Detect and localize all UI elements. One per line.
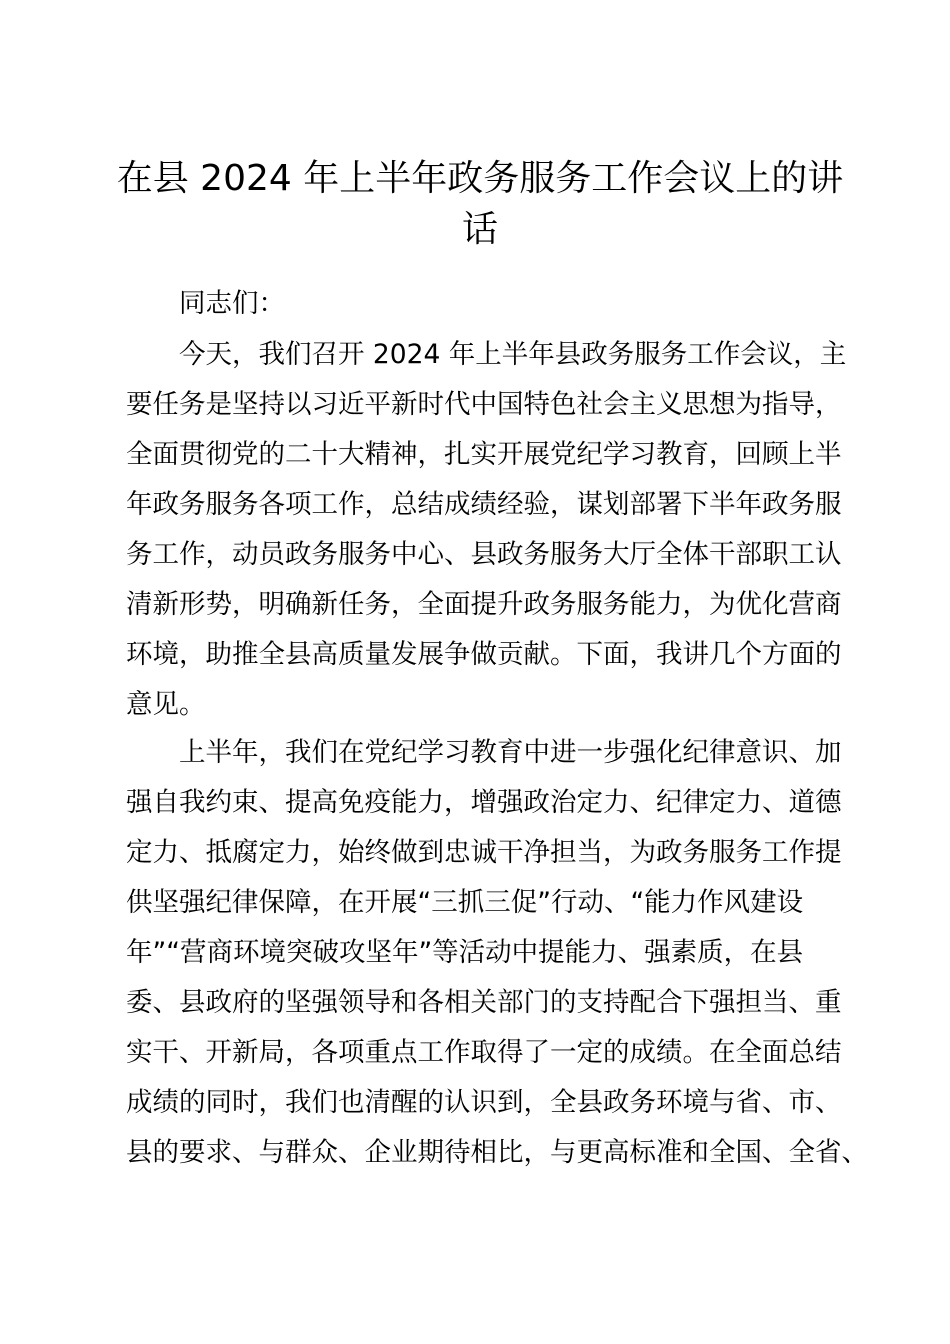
title-line-2: 话: [461, 209, 498, 250]
body-line: 委、县政府的坚强领导和各相关部门的支持配合下强担当、重: [126, 987, 842, 1018]
body-line: 要任务是坚持以习近平新时代中国特色社会主义思想为指导，: [126, 389, 842, 420]
body-line: 务工作，动员政务服务中心、县政务服务大厅全体干部职工认: [126, 539, 842, 570]
body-line: 全面贯彻党的二十大精神，扎实开展党纪学习教育，回顾上半: [126, 439, 842, 470]
title-line-1: 在县 2024 年上半年政务服务工作会议上的讲: [116, 158, 844, 199]
body-line: 同志们：: [126, 288, 285, 319]
body-line: 强自我约束、提高免疫能力，增强政治定力、纪律定力、道德: [126, 787, 842, 818]
body-line: 实干、开新局，各项重点工作取得了一定的成绩。在全面总结: [126, 1037, 842, 1068]
body-line: 今天，我们召开 2024 年上半年县政务服务工作会议，主: [126, 339, 847, 370]
body-line: 年政务服务各项工作，总结成绩经验，谋划部署下半年政务服: [126, 489, 842, 520]
body-line: 供坚强纪律保障，在开展“三抓三促”行动、“能力作风建设: [126, 887, 804, 918]
body-line: 定力、抵腐定力，始终做到忠诚干净担当，为政务服务工作提: [126, 837, 842, 868]
document-title: [110, 153, 850, 255]
body-line: 意见。: [126, 689, 206, 720]
body-line: 清新形势，明确新任务，全面提升政务服务能力，为优化营商: [126, 589, 842, 620]
body-line: 县的要求、与群众、企业期待相比，与更高标准和全国、全省、: [126, 1137, 868, 1168]
body-line: 上半年，我们在党纪学习教育中进一步强化纪律意识、加: [126, 737, 842, 768]
body-line: 成绩的同时，我们也清醒的认识到，全县政务环境与省、市、: [126, 1087, 842, 1118]
body-line: 环境，助推全县高质量发展争做贡献。下面，我讲几个方面的: [126, 639, 842, 670]
body-line: 年”“营商环境突破攻坚年”等活动中提能力、强素质，在县: [126, 937, 804, 968]
